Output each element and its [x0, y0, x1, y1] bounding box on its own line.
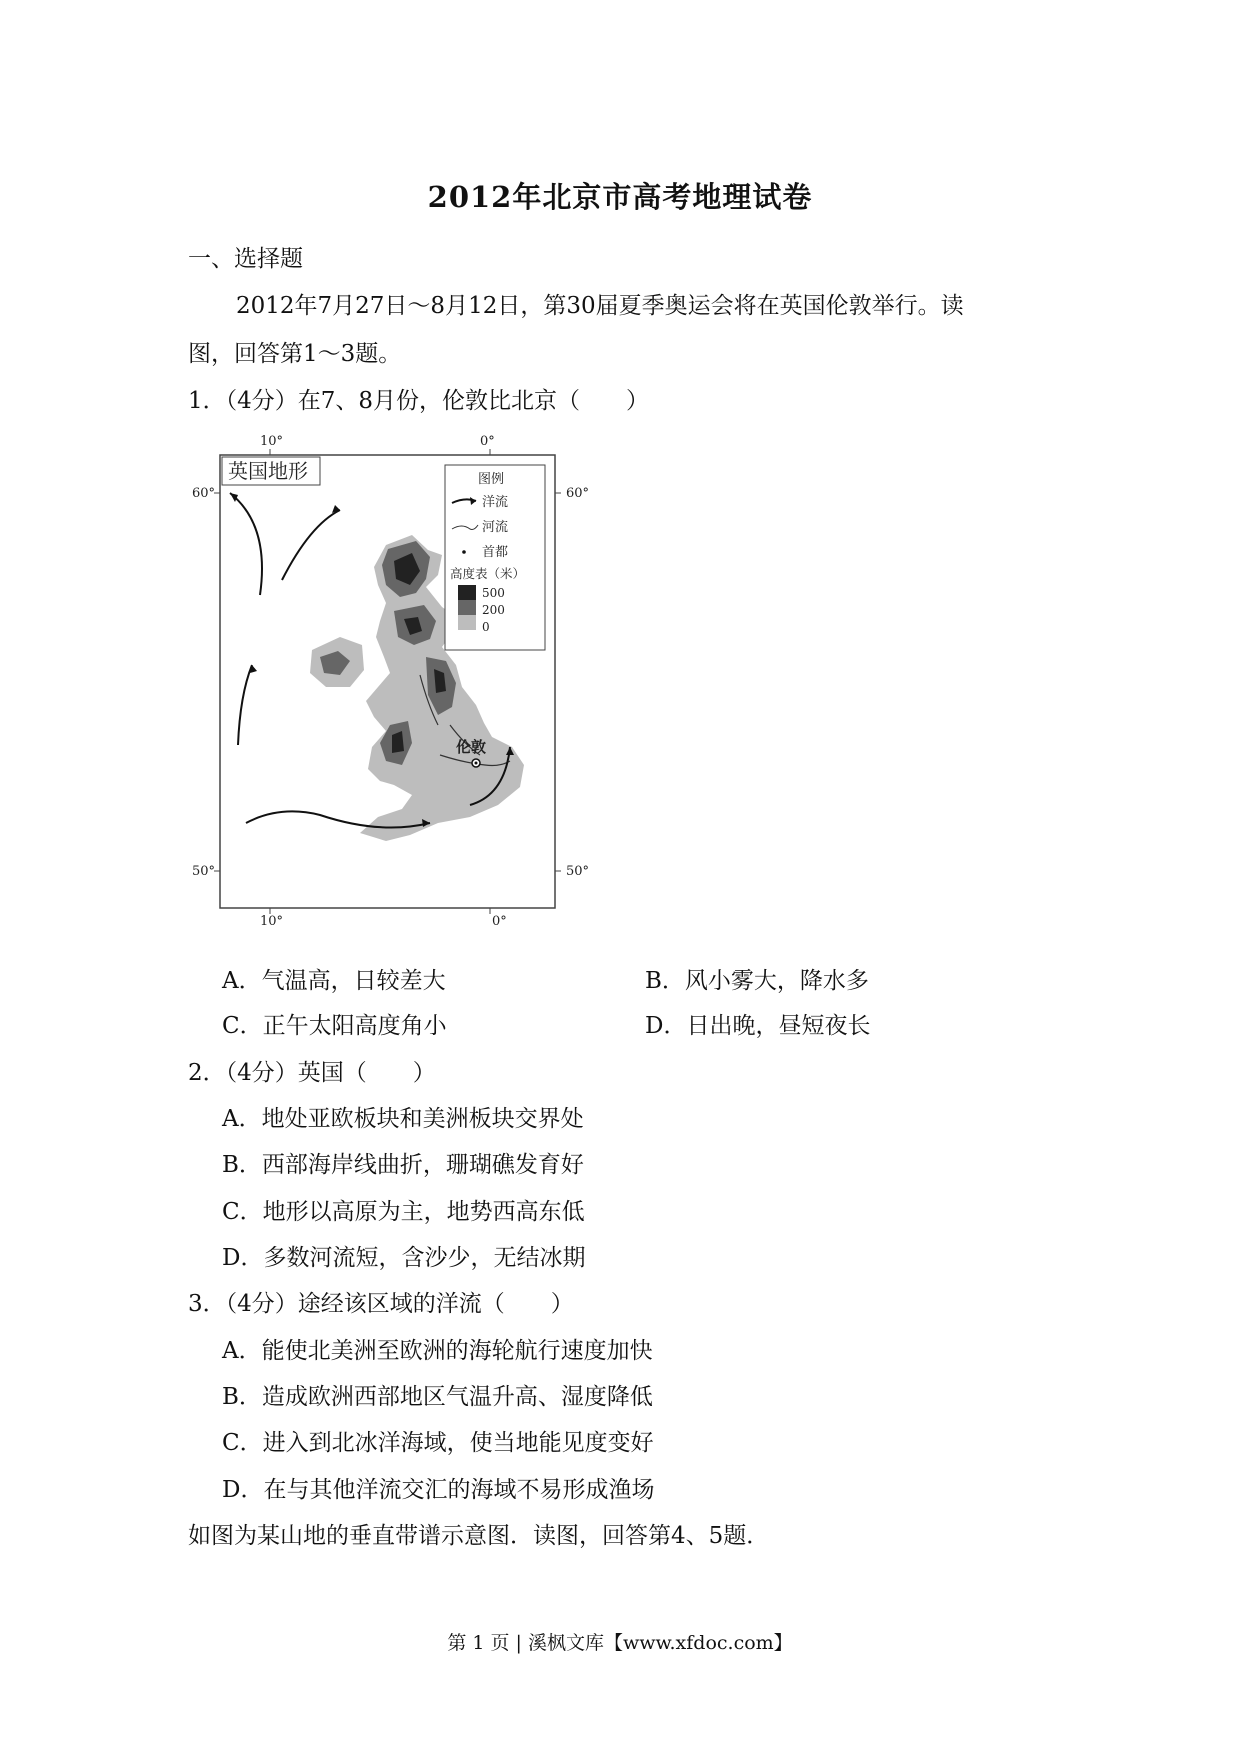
- wales-high: [392, 731, 404, 753]
- q3-option-b: B．造成欧洲西部地区气温升高、湿度降低: [222, 1384, 653, 1410]
- legend-0: 0: [482, 620, 490, 634]
- legend-swatch-low: [458, 615, 476, 630]
- intro-line-2: 图，回答第1～3题。: [188, 341, 402, 367]
- intro-line-1: 2012年7月27日～8月12日，第30届夏季奥运会将在英国伦敦举行。读: [236, 293, 964, 319]
- page-title: 2012年北京市高考地理试卷: [427, 180, 813, 214]
- next-question-intro: 如图为某山地的垂直带谱示意图．读图，回答第4、5题．: [188, 1523, 770, 1549]
- section-heading: 一、选择题: [188, 246, 303, 272]
- lon-label-bottom-left: 10°: [260, 914, 284, 925]
- london-label: 伦敦: [456, 738, 487, 756]
- question-3-stem: 3．（4分）途经该区域的洋流（ ）: [188, 1291, 574, 1317]
- legend-river: 河流: [482, 520, 509, 535]
- legend-capital: 首都: [482, 545, 509, 560]
- q1-option-b: B．风小雾大，降水多: [645, 968, 869, 994]
- q3-option-d: D．在与其他洋流交汇的海域不易形成渔场: [222, 1477, 655, 1503]
- legend-200: 200: [482, 603, 505, 617]
- legend-500: 500: [482, 586, 505, 600]
- legend-capital-icon: [462, 550, 466, 554]
- lat-label-bottom-left: 50°: [192, 864, 216, 879]
- q3-option-c: C．进入到北冰洋海域，使当地能见度变好: [222, 1430, 654, 1456]
- q1-option-d: D．日出晚，昼短夜长: [645, 1013, 871, 1039]
- lon-label-top-right: 0°: [480, 434, 495, 449]
- lon-label-top-left: 10°: [260, 434, 284, 449]
- lon-label-bottom-right: 0°: [492, 914, 507, 925]
- q2-option-b: B．西部海岸线曲折，珊瑚礁发育好: [222, 1152, 584, 1178]
- q2-option-a: A．地处亚欧板块和美洲板块交界处: [222, 1106, 584, 1132]
- question-1-stem: 1．（4分）在7、8月份，伦敦比北京（ ）: [188, 388, 650, 414]
- q2-option-c: C．地形以高原为主，地势西高东低: [222, 1199, 585, 1225]
- uk-terrain-map: [180, 425, 600, 925]
- lat-label-bottom-right: 50°: [566, 864, 590, 879]
- map-title: 英国地形: [228, 459, 308, 483]
- map-svg: [180, 425, 600, 925]
- legend-title: 图例: [478, 472, 505, 487]
- lat-label-top-left: 60°: [192, 486, 216, 501]
- page-footer: 第 1 页 | 溪枫文库【www.xfdoc.com】: [447, 1632, 793, 1654]
- q1-option-a: A．气温高，日较差大: [222, 968, 446, 994]
- legend-current: 洋流: [482, 495, 509, 510]
- legend-swatch-mid: [458, 600, 476, 615]
- legend-swatch-high: [458, 585, 476, 600]
- q2-option-d: D．多数河流短，含沙少，无结冰期: [222, 1245, 586, 1271]
- legend-elev-title: 高度表（米）: [450, 566, 526, 581]
- question-2-stem: 2．（4分）英国（ ）: [188, 1060, 436, 1086]
- q1-option-c: C．正午太阳高度角小: [222, 1013, 447, 1039]
- q3-option-a: A．能使北美洲至欧洲的海轮航行速度加快: [222, 1338, 653, 1364]
- lat-label-top-right: 60°: [566, 486, 590, 501]
